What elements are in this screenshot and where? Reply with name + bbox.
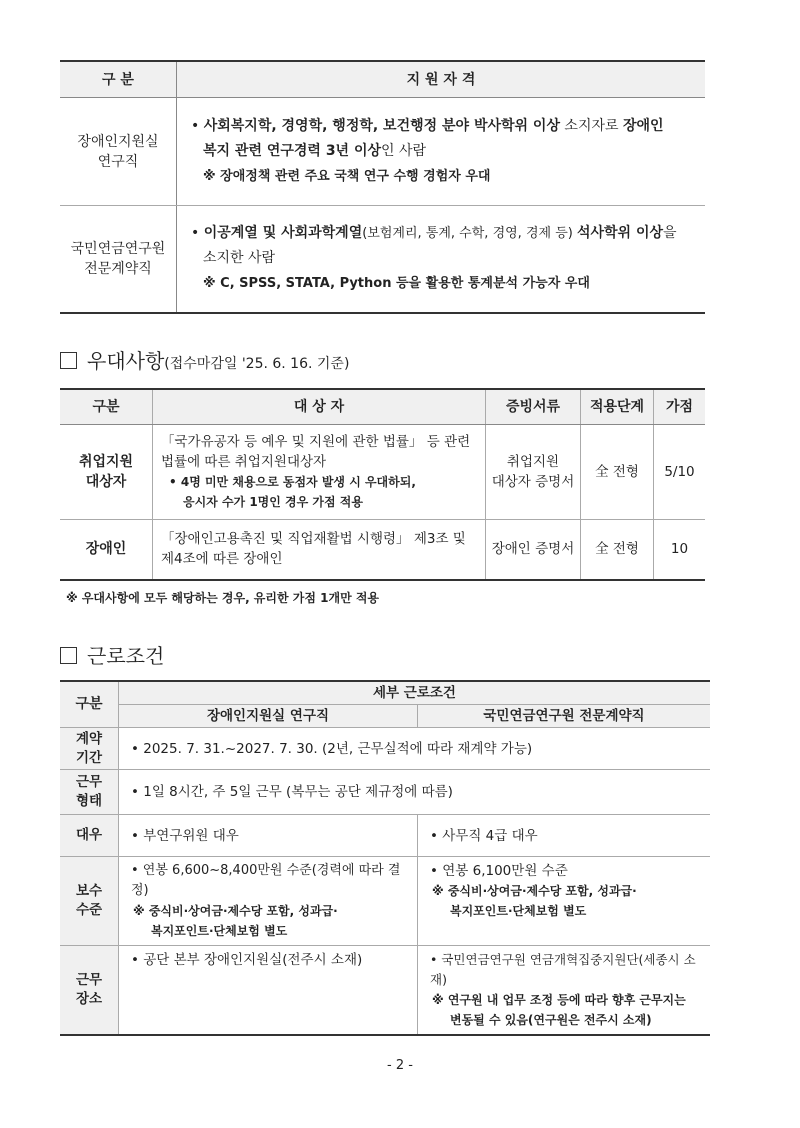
- qual-note: ※ C, SPSS, STATA, Python 등을 활용한 통계분석 가능자 우대: [203, 276, 590, 292]
- qual-line: • 사회복지학, 경영학, 행정학, 보건행정 분야 박사학위 이상 소지자로 장애인: [191, 118, 664, 134]
- preference-note: ※ 우대사항에 모두 해당하는 경우, 유리한 가점 1개만 적용: [66, 591, 380, 605]
- row-category: [60, 425, 153, 520]
- qual-note: ※ 장애정책 관련 주요 국책 연구 수행 경험자 우대: [203, 169, 491, 184]
- category-line: 장애인지원실: [77, 133, 159, 150]
- work-type: • 1일 8시간, 주 5일 근무 (복무는 공단 제규정에 따름): [119, 770, 711, 815]
- checkbox-square-icon: [60, 352, 77, 369]
- text: 인 사람: [381, 143, 427, 159]
- table-row: [60, 857, 710, 946]
- col-header-stage: 적용단계: [581, 389, 654, 425]
- target-line: 법률에 따른 취업지원대상자: [161, 454, 327, 470]
- col-header-contract: 국민연금연구원 전문계약직: [418, 705, 711, 728]
- col-header-qualification: 지 원 자 격: [177, 61, 706, 98]
- col-header-points: 가점: [654, 389, 706, 425]
- row-qualification: [177, 206, 706, 313]
- place-line: • 국민연금연구원 연금개혁집중지원단(세종시 소재): [430, 952, 696, 987]
- text: 소지자로: [559, 118, 623, 134]
- table-row: [60, 770, 710, 815]
- contract-period: • 2025. 7. 31.~2027. 7. 30. (2년, 근무실적에 따라 재계약 가능): [119, 728, 711, 770]
- row-points: 10: [654, 520, 706, 580]
- pay-line: • 연봉 6,100만원 수준: [430, 863, 568, 879]
- place-contract: [418, 946, 711, 1036]
- row-label-work: [60, 770, 119, 815]
- place-note: 변동될 수 있음(연구원은 전주시 소재): [450, 1013, 652, 1027]
- row-stage: 全 전형: [581, 425, 654, 520]
- page-number: - 2 -: [387, 1058, 413, 1073]
- row-category: 장애인: [60, 520, 153, 580]
- pay-note: 복지포인트·단체보험 별도: [151, 924, 288, 938]
- category-line: 국민연금연구원: [70, 240, 166, 257]
- col-header-group: 세부 근로조건: [119, 681, 711, 705]
- section-title: 근로조건: [87, 644, 165, 668]
- row-label-treatment: 대우: [60, 815, 119, 857]
- qual-line: • 이공계열 및 사회과학계열(보험계리, 통계, 수학, 경영, 경제 등) 석사학위 이상을: [191, 225, 677, 242]
- document-line: 대상자 증명서: [491, 474, 575, 490]
- row-target: [153, 425, 486, 520]
- bold-text: 이공계열 및 사회과학계열: [203, 225, 363, 242]
- bold-text: 사회복지학, 경영학, 행정학, 보건행정 분야 박사학위 이상: [203, 118, 560, 134]
- qual-line: [191, 139, 693, 164]
- label-line: 수준: [75, 902, 103, 918]
- table-row: [60, 206, 705, 313]
- document-line: 취업지원: [506, 454, 560, 470]
- bold-text: 석사학위 이상: [576, 225, 663, 242]
- table-row: [60, 728, 710, 770]
- row-category: [60, 98, 177, 206]
- category-line: 대상자: [85, 474, 127, 490]
- label-line: 근무: [75, 972, 103, 988]
- section-title: 우대사항: [87, 349, 165, 373]
- pay-researcher: [119, 857, 418, 946]
- target-bullet: 응시자 수가 1명인 경우 가점 적용: [183, 495, 363, 509]
- table-row: [60, 946, 710, 1036]
- row-category: [60, 206, 177, 313]
- label-line: 기간: [75, 749, 103, 766]
- table-row: [60, 815, 710, 857]
- row-label-pay: [60, 857, 119, 946]
- row-label-place: [60, 946, 119, 1036]
- place-researcher: • 공단 본부 장애인지원실(전주시 소재): [119, 946, 418, 1036]
- category-line: 연구직: [97, 153, 139, 170]
- col-header-document: 증빙서류: [486, 389, 581, 425]
- section-heading-conditions: [60, 640, 164, 669]
- label-line: 계약: [75, 730, 103, 747]
- pay-note: 복지포인트·단체보험 별도: [450, 904, 587, 918]
- row-label-contract: [60, 728, 119, 770]
- target-line: 「국가유공자 등 예우 및 지원에 관한 법률」 등 관련: [161, 434, 471, 450]
- table-row: [60, 98, 705, 206]
- pay-note: ※ 중식비·상여금·제수당 포함, 성과급·: [133, 904, 338, 918]
- section-heading-preference: [60, 345, 349, 374]
- qualification-table: [60, 60, 705, 314]
- row-qualification: [177, 98, 706, 206]
- category-line: 취업지원: [78, 454, 134, 470]
- qual-line: 소지한 사람: [203, 250, 276, 267]
- col-header-researcher: 장애인지원실 연구직: [119, 705, 418, 728]
- row-stage: 全 전형: [581, 520, 654, 580]
- label-line: 형태: [75, 793, 103, 809]
- treatment-contract: • 사무직 4급 대우: [418, 815, 711, 857]
- preference-table: [60, 388, 705, 581]
- label-line: 장소: [75, 991, 103, 1007]
- treatment-researcher: • 부연구위원 대우: [119, 815, 418, 857]
- section-subtitle: (접수마감일 '25. 6. 16. 기준): [164, 356, 350, 372]
- target-line: 「장애인고용촉진 및 직업재활법 시행령」 제3조 및: [161, 531, 466, 548]
- text: (보험계리, 통계, 수학, 경영, 경제 등): [362, 226, 577, 242]
- row-document: [486, 425, 581, 520]
- label-line: 근무: [75, 774, 103, 790]
- bold-text: 장애인: [622, 118, 664, 134]
- checkbox-square-icon: [60, 647, 77, 664]
- row-target: [153, 520, 486, 580]
- text: 을: [663, 225, 677, 242]
- category-line: 전문계약직: [84, 260, 152, 277]
- place-note: ※ 연구원 내 업무 조정 등에 따라 향후 근무지는: [432, 993, 686, 1007]
- bold-text: 복지 관련 연구경력 3년 이상: [203, 143, 382, 159]
- pay-line: • 연봉 6,600~8,400만원 수준(경력에 따라 결정): [131, 863, 401, 898]
- col-header-category: 구 분: [60, 61, 177, 98]
- col-header-category: 구분: [60, 389, 153, 425]
- row-points: 5/10: [654, 425, 706, 520]
- col-header-target: 대 상 자: [153, 389, 486, 425]
- pay-note: ※ 중식비·상여금·제수당 포함, 성과급·: [432, 884, 637, 898]
- target-line: 제4조에 따른 장애인: [161, 551, 283, 568]
- work-conditions-table: [60, 680, 710, 1036]
- pay-contract: [418, 857, 711, 946]
- table-row: [60, 520, 705, 580]
- table-row: [60, 425, 705, 520]
- target-bullet: • 4명 미만 채용으로 동점자 발생 시 우대하되,: [169, 475, 416, 489]
- label-line: 보수: [75, 883, 103, 899]
- row-document: 장애인 증명서: [486, 520, 581, 580]
- col-header-category: 구분: [60, 681, 119, 728]
